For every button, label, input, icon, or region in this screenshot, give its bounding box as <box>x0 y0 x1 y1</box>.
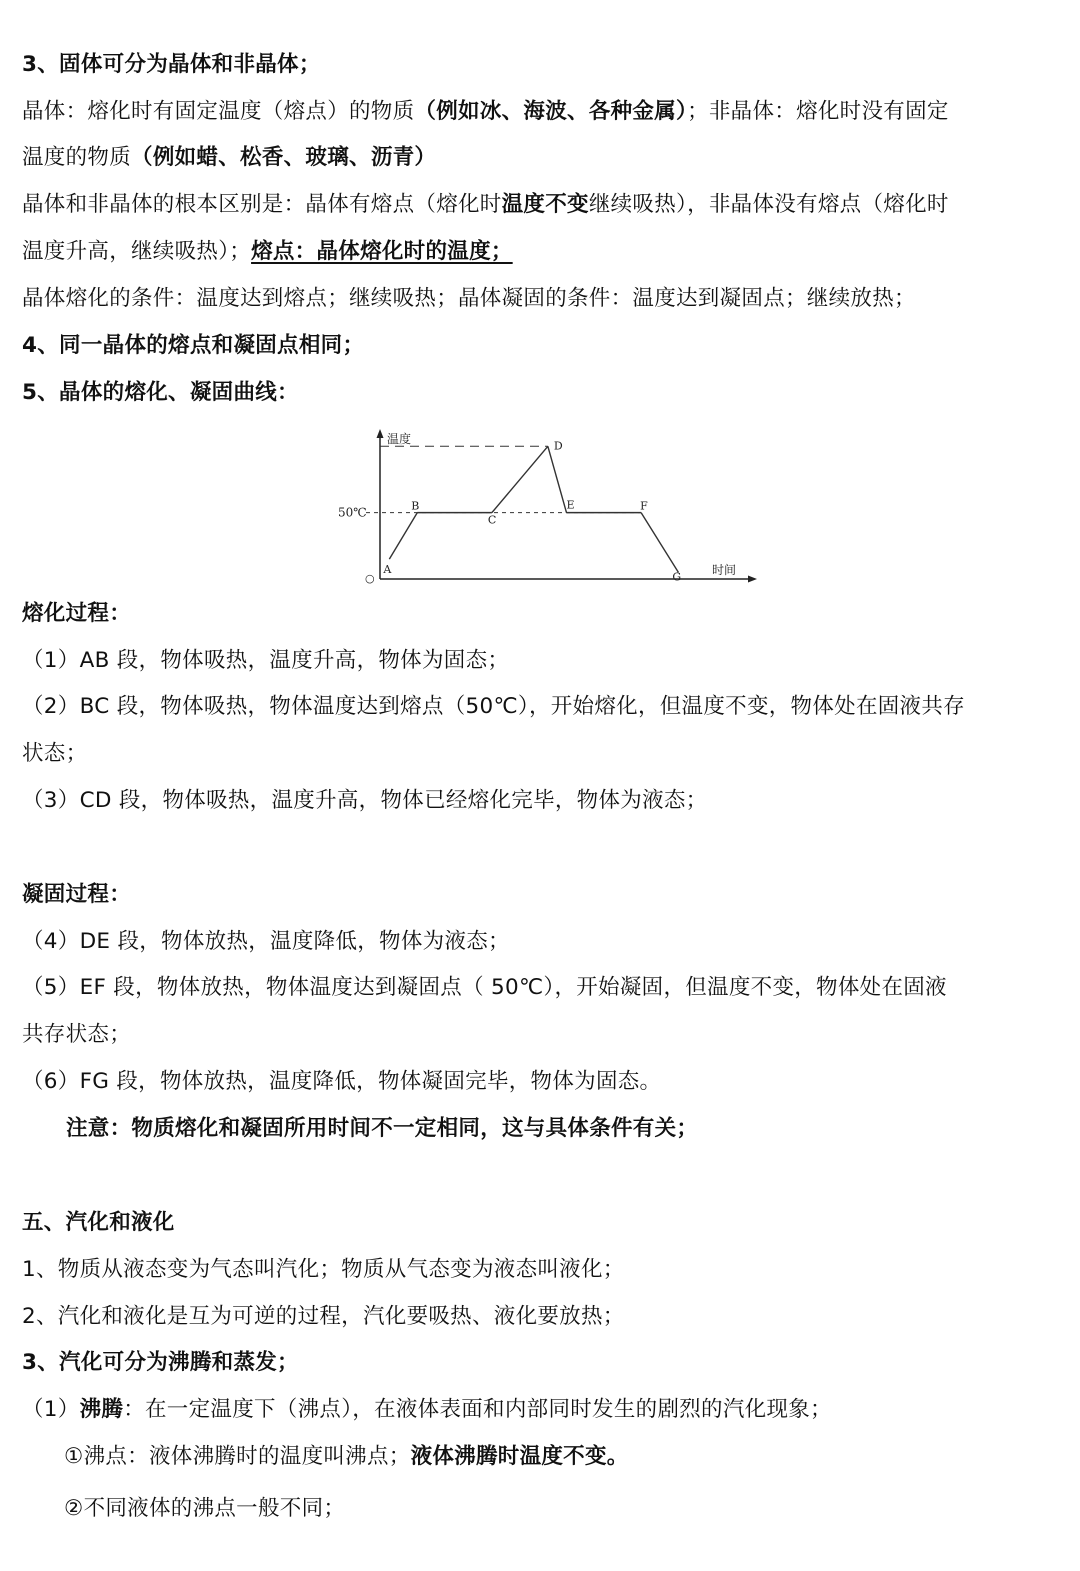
solidification-process-title: 凝固过程： <box>22 882 132 907</box>
difference-text-3: 温度升高，继续吸热）； <box>22 239 252 264</box>
curve-segments <box>389 446 678 572</box>
solidification-step-4: （4）DE 段，物体放热，温度降低，物体为液态； <box>22 929 510 954</box>
reversible-process: 2、汽化和液化是互为可逆的过程，汽化要吸热、液化要放热； <box>22 1304 625 1329</box>
difference-line-1 <box>22 190 1072 220</box>
boiling-point-differs: ②不同液体的沸点一般不同； <box>64 1496 346 1521</box>
amorphous-definition <box>22 143 1072 173</box>
y-tick-50: 50℃ <box>338 505 367 520</box>
vaporization-types: 3、汽化可分为沸腾和蒸发； <box>22 1350 299 1375</box>
point-label-F: F <box>640 499 648 513</box>
melting-step-3: （3）CD 段，物体吸热，温度升高，物体已经熔化完毕，物体为液态； <box>22 788 708 813</box>
segment-AB <box>389 513 417 559</box>
point-label-C: C <box>487 513 497 527</box>
amorphous-text-cont: 温度的物质 <box>22 145 132 170</box>
point-label-G: G <box>672 570 682 584</box>
origin-label: ○ <box>365 572 375 585</box>
segment-CD <box>492 446 548 512</box>
section-5-title: 5、晶体的熔化、凝固曲线： <box>22 380 299 405</box>
temp-constant-emph: 温度不变 <box>501 192 589 217</box>
point-label-D: D <box>553 439 563 453</box>
melting-step-2: （2）BC 段，物体吸热，物体温度达到熔点（50℃），开始熔化，但温度不变，物体处在固液共存 <box>22 694 965 719</box>
crystal-definition <box>22 97 1072 127</box>
boiling-index: （1） <box>22 1397 80 1422</box>
y-axis-label: 温度 <box>387 432 412 446</box>
point-label-A: A <box>383 563 392 577</box>
x-axis-arrow <box>748 576 757 583</box>
boiling-point-text: ①沸点：液体沸腾时的温度叫沸点； <box>64 1444 411 1469</box>
point-label-E: E <box>566 498 575 512</box>
point-label-B: B <box>411 499 420 513</box>
melting-process-title: 熔化过程： <box>22 601 132 626</box>
boiling-text: ：在一定温度下（沸点），在液体表面和内部同时发生的剧烈的汽化现象； <box>123 1397 832 1422</box>
amorphous-text: ；非晶体：熔化时没有固定 <box>687 99 949 124</box>
difference-line-2 <box>22 237 1072 267</box>
melting-step-1: （1）AB 段，物体吸热，温度升高，物体为固态； <box>22 648 510 673</box>
section-3-title: 3、固体可分为晶体和非晶体； <box>22 52 321 77</box>
melting-solidification-chart <box>325 425 765 590</box>
solidification-step-6: （6）FG 段，物体放热，温度降低，物体凝固完毕，物体为固态。 <box>22 1069 662 1094</box>
y-axis-arrow <box>377 429 384 438</box>
crystal-examples: （例如冰、海波、各种金属） <box>414 99 688 124</box>
x-axis-label: 时间 <box>712 563 737 577</box>
segment-DE <box>548 446 567 512</box>
melting-step-2-cont: 状态； <box>22 741 88 766</box>
amorphous-examples: （例如蜡、松香、玻璃、沥青） <box>131 145 437 170</box>
solidification-step-5-cont: 共存状态； <box>22 1022 132 1047</box>
crystal-text: 晶体：熔化时有固定温度（熔点）的物质 <box>22 99 415 124</box>
difference-text-2: 继续吸热），非晶体没有熔点（熔化时 <box>588 192 949 217</box>
note-line: 注意：物质熔化和凝固所用时间不一定相同，这与具体条件有关； <box>66 1116 699 1141</box>
section-4-title: 4、同一晶体的熔点和凝固点相同； <box>22 333 365 358</box>
segment-FG <box>641 513 678 573</box>
solidification-step-5: （5）EF 段，物体放热，物体温度达到凝固点（ 50℃），开始凝固，但温度不变，物体处在固液 <box>22 975 947 1000</box>
boiling-point-item <box>64 1442 1080 1472</box>
vaporization-definition: 1、物质从液态变为气态叫汽化；物质从气态变为液态叫液化； <box>22 1257 625 1282</box>
section-five-title: 五、汽化和液化 <box>22 1210 175 1235</box>
difference-text: 晶体和非晶体的根本区别是：晶体有熔点（熔化时 <box>22 192 502 217</box>
boiling-term: 沸腾 <box>79 1397 124 1422</box>
boiling-definition <box>22 1395 1072 1425</box>
melting-point-definition: 熔点：晶体熔化时的温度； <box>251 239 513 264</box>
conditions-line: 晶体熔化的条件：温度达到熔点；继续吸热；晶体凝固的条件：温度达到凝固点；继续放热； <box>22 286 916 311</box>
point-labels <box>382 439 681 583</box>
boiling-point-emph: 液体沸腾时温度不变。 <box>410 1444 629 1469</box>
